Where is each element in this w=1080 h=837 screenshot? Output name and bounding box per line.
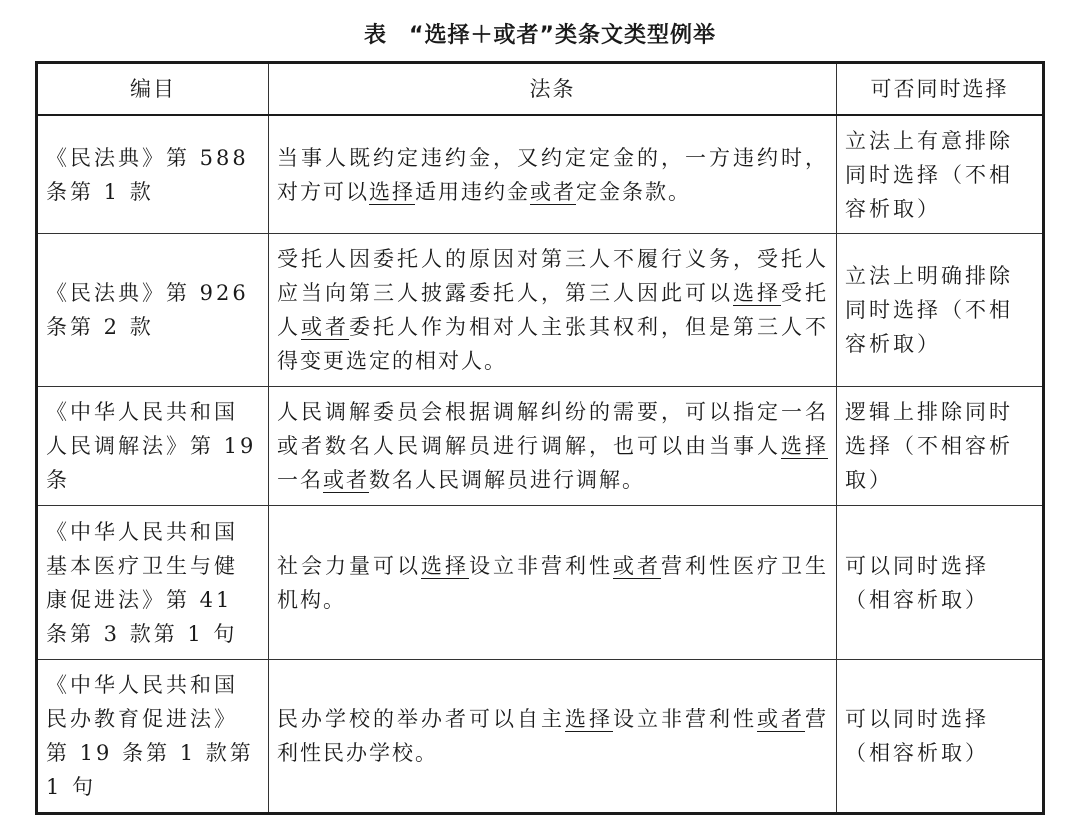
- keyword-huozhe: 或者: [323, 468, 369, 492]
- table-caption: [0, 18, 1080, 49]
- provision-text: 设立非营利性: [613, 707, 757, 731]
- provision-cell: [269, 115, 837, 234]
- provision-text: 受托人: [277, 281, 828, 339]
- table-row: [37, 115, 1044, 234]
- header-provision: 法条: [269, 63, 837, 116]
- caption-title: “选择＋或者”类条文类型例举: [409, 23, 716, 48]
- article-cell: 《中华人民共和国基本医疗卫生与健康促进法》第 41 条第 3 款第 1 句: [37, 506, 269, 660]
- keyword-xuanze: 选择: [781, 434, 828, 458]
- law-clause-table: [35, 61, 1045, 815]
- keyword-huozhe: 或者: [530, 179, 576, 204]
- provision-text: 定金条款。: [576, 179, 691, 204]
- keyword-xuanze: 选择: [369, 179, 415, 204]
- selection-cell: 逻辑上排除同时选择（不相容析取）: [837, 387, 1044, 506]
- article-cell: 《民法典》第 926 条第 2 款: [37, 234, 269, 387]
- article-cell: 《中华人民共和国民办教育促进法》第 19 条第 1 款第 1 句: [37, 660, 269, 814]
- provision-text: 适用违约金: [415, 179, 530, 204]
- keyword-xuanze: 选择: [733, 281, 781, 305]
- provision-text: 数名人民调解员进行调解。: [369, 468, 645, 492]
- provision-text: 设立非营利性: [469, 553, 613, 578]
- provision-text: 委托人作为相对人主张其权利，但是第三人不得变更选定的相对人。: [277, 315, 828, 373]
- keyword-huozhe: 或者: [301, 315, 349, 339]
- header-row: [37, 63, 1044, 116]
- selection-cell: 立法上有意排除同时选择（不相容析取）: [837, 115, 1044, 234]
- provision-cell: [269, 387, 837, 506]
- provision-cell: [269, 660, 837, 814]
- provision-text: 一名: [277, 468, 323, 492]
- provision-text: 营利性医疗卫生机构。: [277, 553, 828, 612]
- selection-cell: 立法上明确排除同时选择（不相容析取）: [837, 234, 1044, 387]
- caption-prefix: 表: [364, 23, 388, 48]
- provision-text: 营利性民办学校。: [277, 707, 828, 765]
- article-cell: 《中华人民共和国人民调解法》第 19 条: [37, 387, 269, 506]
- provision-text: 社会力量可以: [277, 553, 421, 578]
- provision-text: 当事人既约定违约金，又约定定金的，一方违约时，对方可以: [277, 145, 828, 204]
- table-row: [37, 506, 1044, 660]
- keyword-xuanze: 选择: [565, 707, 613, 731]
- provision-cell: [269, 506, 837, 660]
- selection-cell: 可以同时选择（相容析取）: [837, 660, 1044, 814]
- provision-text: 受托人因委托人的原因对第三人不履行义务，受托人应当向第三人披露委托人，第三人因此可以: [277, 247, 828, 305]
- table-row: [37, 234, 1044, 387]
- table-row: [37, 387, 1044, 506]
- selection-cell: 可以同时选择（相容析取）: [837, 506, 1044, 660]
- provision-text: 民办学校的举办者可以自主: [277, 707, 565, 731]
- header-article: 编目: [37, 63, 269, 116]
- keyword-huozhe: 或者: [613, 553, 661, 578]
- provision-cell: [269, 234, 837, 387]
- table-row: [37, 660, 1044, 814]
- article-cell: 《民法典》第 588 条第 1 款: [37, 115, 269, 234]
- provision-text: 人民调解委员会根据调解纠纷的需要，可以指定一名或者数名人民调解员进行调解，也可以由当事人: [277, 400, 828, 458]
- header-selection: 可否同时选择: [837, 63, 1044, 116]
- keyword-xuanze: 选择: [421, 553, 469, 578]
- keyword-huozhe: 或者: [757, 707, 805, 731]
